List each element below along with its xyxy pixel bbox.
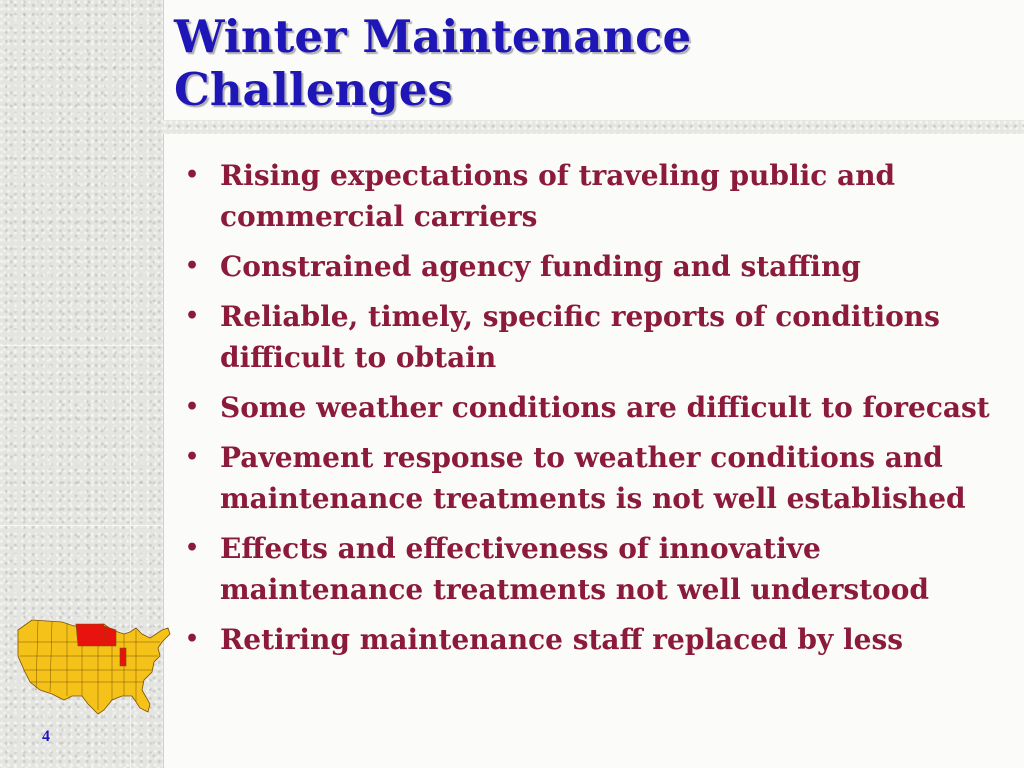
highlighted-state (104, 626, 116, 646)
bullet-text: Reliable, timely, specific reports of conditions difficult to obtain (220, 300, 940, 374)
bullet-item (185, 619, 1005, 660)
panel-divider (0, 525, 163, 526)
bullet-marker: • (185, 626, 200, 652)
bullet-text: Rising expectations of traveling public and commercial carriers (220, 159, 896, 233)
bullet-text: Retiring maintenance staff replaced by less (220, 623, 903, 656)
panel-divider (0, 345, 163, 346)
bullet-marker: • (185, 162, 200, 188)
bullet-item (185, 246, 1005, 287)
bullet-text: Constrained agency funding and staffing (220, 250, 861, 283)
bullet-text: Pavement response to weather conditions and maintenance treatments is not well established (220, 441, 966, 515)
bullet-item (185, 296, 1005, 378)
bullet-item (185, 437, 1005, 519)
bullet-marker: • (185, 394, 200, 420)
slide-number: 4 (42, 728, 50, 745)
bullet-text: Effects and effectiveness of innovative maintenance treatments not well understood (220, 532, 929, 606)
bullet-marker: • (185, 535, 200, 561)
title-underline-band (163, 120, 1024, 134)
bullet-list (185, 155, 1005, 669)
bullet-item (185, 387, 1005, 428)
bullet-item (185, 528, 1005, 610)
bullet-marker: • (185, 303, 200, 329)
bullet-marker: • (185, 444, 200, 470)
bullet-marker: • (185, 253, 200, 279)
bullet-item (185, 155, 1005, 237)
highlighted-state (120, 648, 126, 666)
us-map-icon (12, 612, 177, 720)
highlighted-state (76, 624, 104, 646)
slide-title: Winter Maintenance Challenges (174, 10, 692, 116)
bullet-text: Some weather conditions are difficult to forecast (220, 391, 990, 424)
